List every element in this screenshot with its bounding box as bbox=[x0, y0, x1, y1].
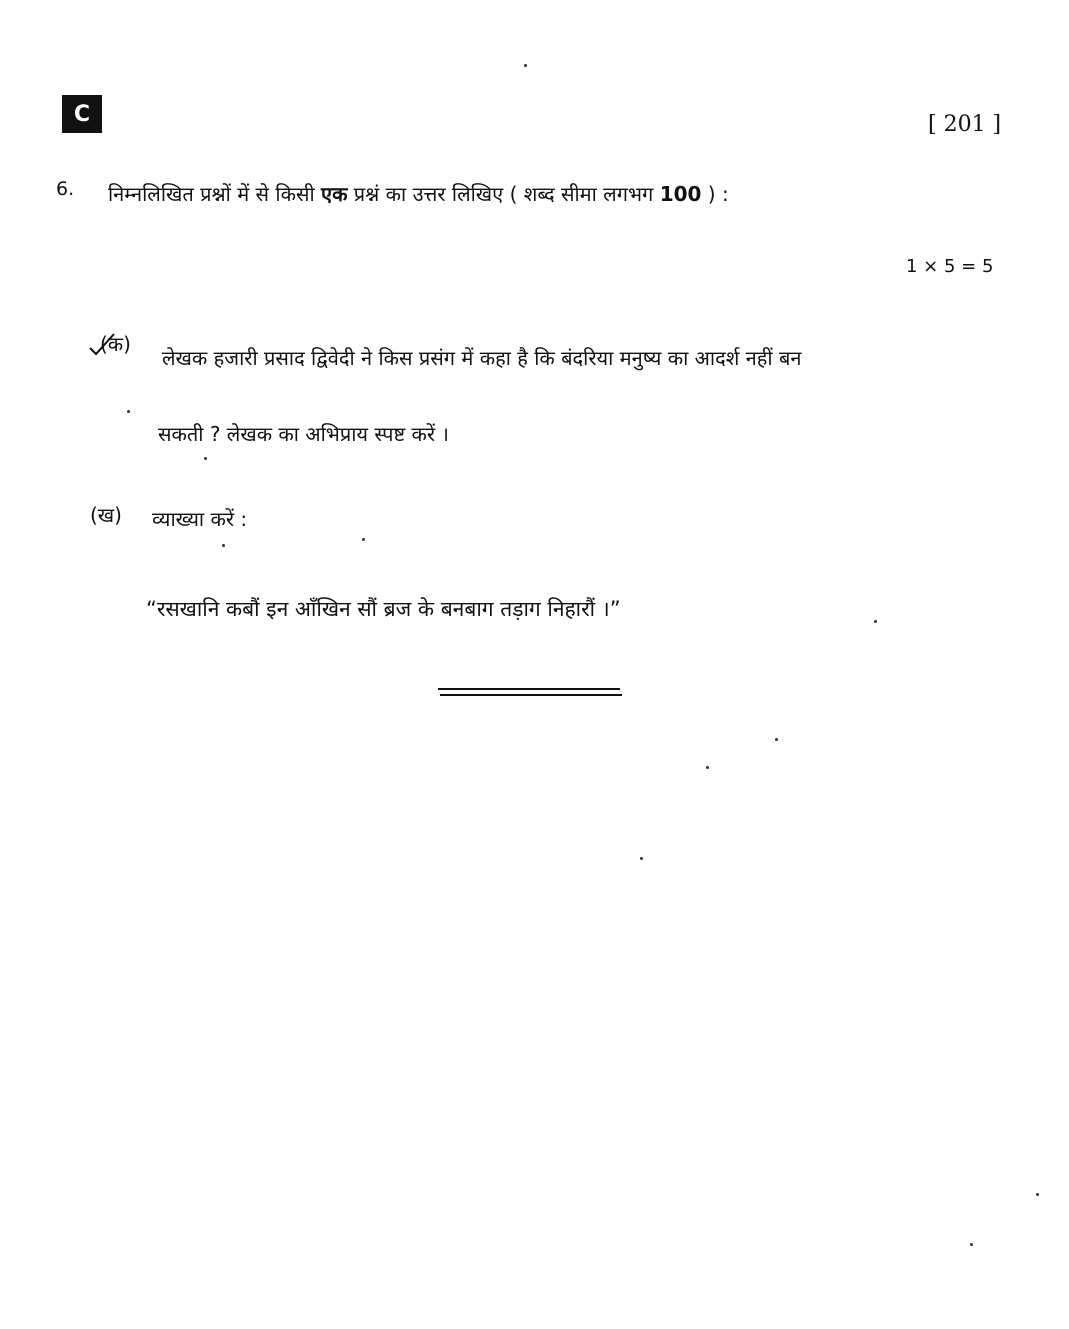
end-rule-line bbox=[440, 694, 622, 696]
question-prompt bbox=[108, 180, 729, 207]
scan-speck bbox=[127, 410, 130, 413]
scan-speck bbox=[970, 1243, 973, 1246]
prompt-text-end: ) : bbox=[701, 182, 729, 206]
option-a-line2: सकती ? लेखक का अभिप्राय स्पष्ट करें । bbox=[158, 422, 450, 446]
prompt-text-1: निम्नलिखित प्रश्नों में से किसी bbox=[108, 182, 322, 206]
scan-speck bbox=[1036, 1193, 1039, 1196]
prompt-text-2: प्रश्नं का उत्तर लिखिए ( शब्द सीमा लगभग bbox=[347, 182, 660, 206]
scan-speck bbox=[775, 738, 778, 741]
option-b-label: (ख) bbox=[90, 503, 122, 527]
option-b-line1: व्याख्या करें : bbox=[152, 507, 248, 531]
scan-speck bbox=[362, 538, 365, 541]
end-double-rule bbox=[438, 688, 622, 700]
scan-speck bbox=[874, 620, 877, 623]
scan-speck bbox=[204, 457, 207, 460]
set-badge: C bbox=[62, 95, 102, 133]
option-a-label: (क) bbox=[100, 332, 131, 356]
end-rule-line bbox=[438, 688, 620, 690]
scan-speck bbox=[222, 544, 225, 547]
prompt-word-limit: 100 bbox=[659, 182, 702, 206]
question-number: 6. bbox=[56, 178, 75, 200]
option-a-line1: लेखक हजारी प्रसाद द्विवेदी ने किस प्रसंग में कहा है कि बंदरिया मनुष्य का आदर्श नहीं बन bbox=[162, 346, 802, 370]
option-b-quote: “रसखानि कबौं इन आँखिन सौं ब्रज के बनबाग तड़ाग निहारौं ।” bbox=[146, 597, 621, 621]
scan-speck bbox=[706, 766, 709, 769]
marks-scheme: 1 × 5 = 5 bbox=[906, 256, 994, 277]
page-number: [ 201 ] bbox=[928, 112, 1002, 137]
scan-speck bbox=[640, 857, 643, 860]
scan-speck bbox=[524, 64, 527, 67]
prompt-bold-word: एक bbox=[321, 182, 348, 206]
